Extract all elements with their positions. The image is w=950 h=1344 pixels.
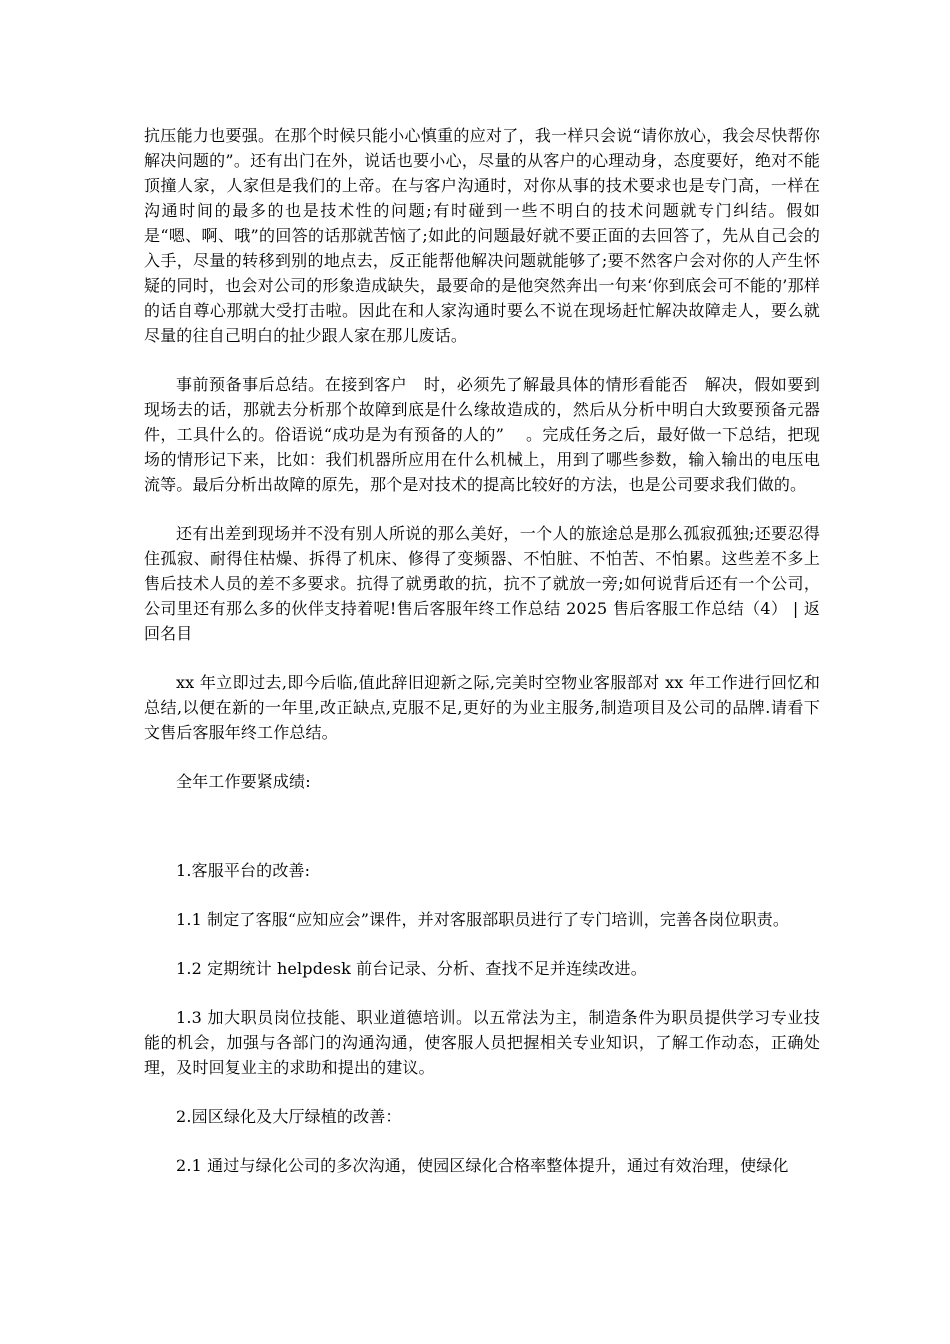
item-1-2: 1.2 定期统计 helpdesk 前台记录、分析、查找不足并连续改进。 (176, 959, 647, 978)
paragraph-business-travel: 还有出差到现场并不没有别人所说的那么美好，一个人的旅途总是那么孤寂孤独;还要忍得住孤寂、耐得住枯燥、拆得了机床、修得了变频器、不怕脏、不怕苦、不怕累。这些差不多上售后技术人员的差不多要求。抗得了就勇敢的抗，抗不了就放一旁;如何说背后还有一个公司，公司里还有那么多的伙伴支持着呢!售后客服年终工作总结 2025 售后客服工作总结（4） | 返回名目 (144, 524, 820, 643)
item-1-1: 1.1 制定了客服“应知应会”课件，并对客服部职员进行了专门培训，完善各岗位职责。 (176, 910, 790, 929)
paragraph-customer-communication: 抗压能力也要强。在那个时候只能小心慎重的应对了，我一样只会说“请你放心，我会尽快帮你解决问题的”。还有出门在外，说话也要小心，尽量的从客户的心理动身，态度要好，绝对不能顶撞人家，人家但是我们的上帝。在与客户沟通时，对你从事的技术要求也是专门高，一样在沟通时间的最多的也是技术性的问题;有时碰到一些不明白的技术问题就专门纠结。假如是“嗯、啊、哦”的回答的话那就苦恼了;如此的问题最好就不要正面的去回答了，先从自己会的入手，尽量的转移到别的地点去，反正能帮他解决问题就能够了;要不然客户会对你的人产生怀疑的同时，也会对公司的形象造成缺失，最要命的是他突然奔出一句来‘你到底会可不能的’那样的话自尊心那就大受打击啦。因此在和人家沟通时要么不说在现场赶忙解决故障走人，要么就尽量的往自己明白的扯少跟人家在那儿废话。 (144, 126, 820, 345)
heading-greening: 2.园区绿化及大厅绿植的改善： (176, 1107, 402, 1126)
item-1-3: 1.3 加大职员岗位技能、职业道德培训。以五常法为主，制造条件为职员提供学习专业技能的机会，加强与各部门的沟通沟通，使客服人员把握相关专业知识，了解工作动态，正确处理，及时回复业主的求助和提出的建议。 (144, 1008, 820, 1077)
paragraph-preparation-summary: 事前预备事后总结。在接到客户 时，必须先了解最具体的情形看能否 解决，假如要到现场去的话，那就去分析那个故障到底是什么缘故造成的，然后从分析中明白大致要预备元器件，工具什么的。俗语说“成功是为有预备的人的” 。完成任务之后，最好做一下总结，把现场的情形记下来，比如：我们机器所应用在什么机械上，用到了哪些参数，输入输出的电压电流等。最后分析出故障的原先，那个是对技术的提高比较好的方法，也是公司要求我们做的。 (144, 375, 820, 494)
document-body (144, 123, 820, 1178)
heading-service-platform: 1.客服平台的改善: (176, 861, 311, 880)
item-2-1: 2.1 通过与绿化公司的多次沟通，使园区绿化合格率整体提升，通过有效治理，使绿化 (176, 1156, 789, 1175)
paragraph-year-review-intro: xx 年立即过去,即今后临,值此辞旧迎新之际,完美时空物业客服部对 xx 年工作进行回忆和总结,以便在新的一年里,改正缺点,克服不足,更好的为业主服务,制造项目及公司的品牌.请看下文售后客服年终工作总结。 (144, 673, 820, 742)
heading-main-achievements: 全年工作要紧成绩: (176, 772, 311, 791)
